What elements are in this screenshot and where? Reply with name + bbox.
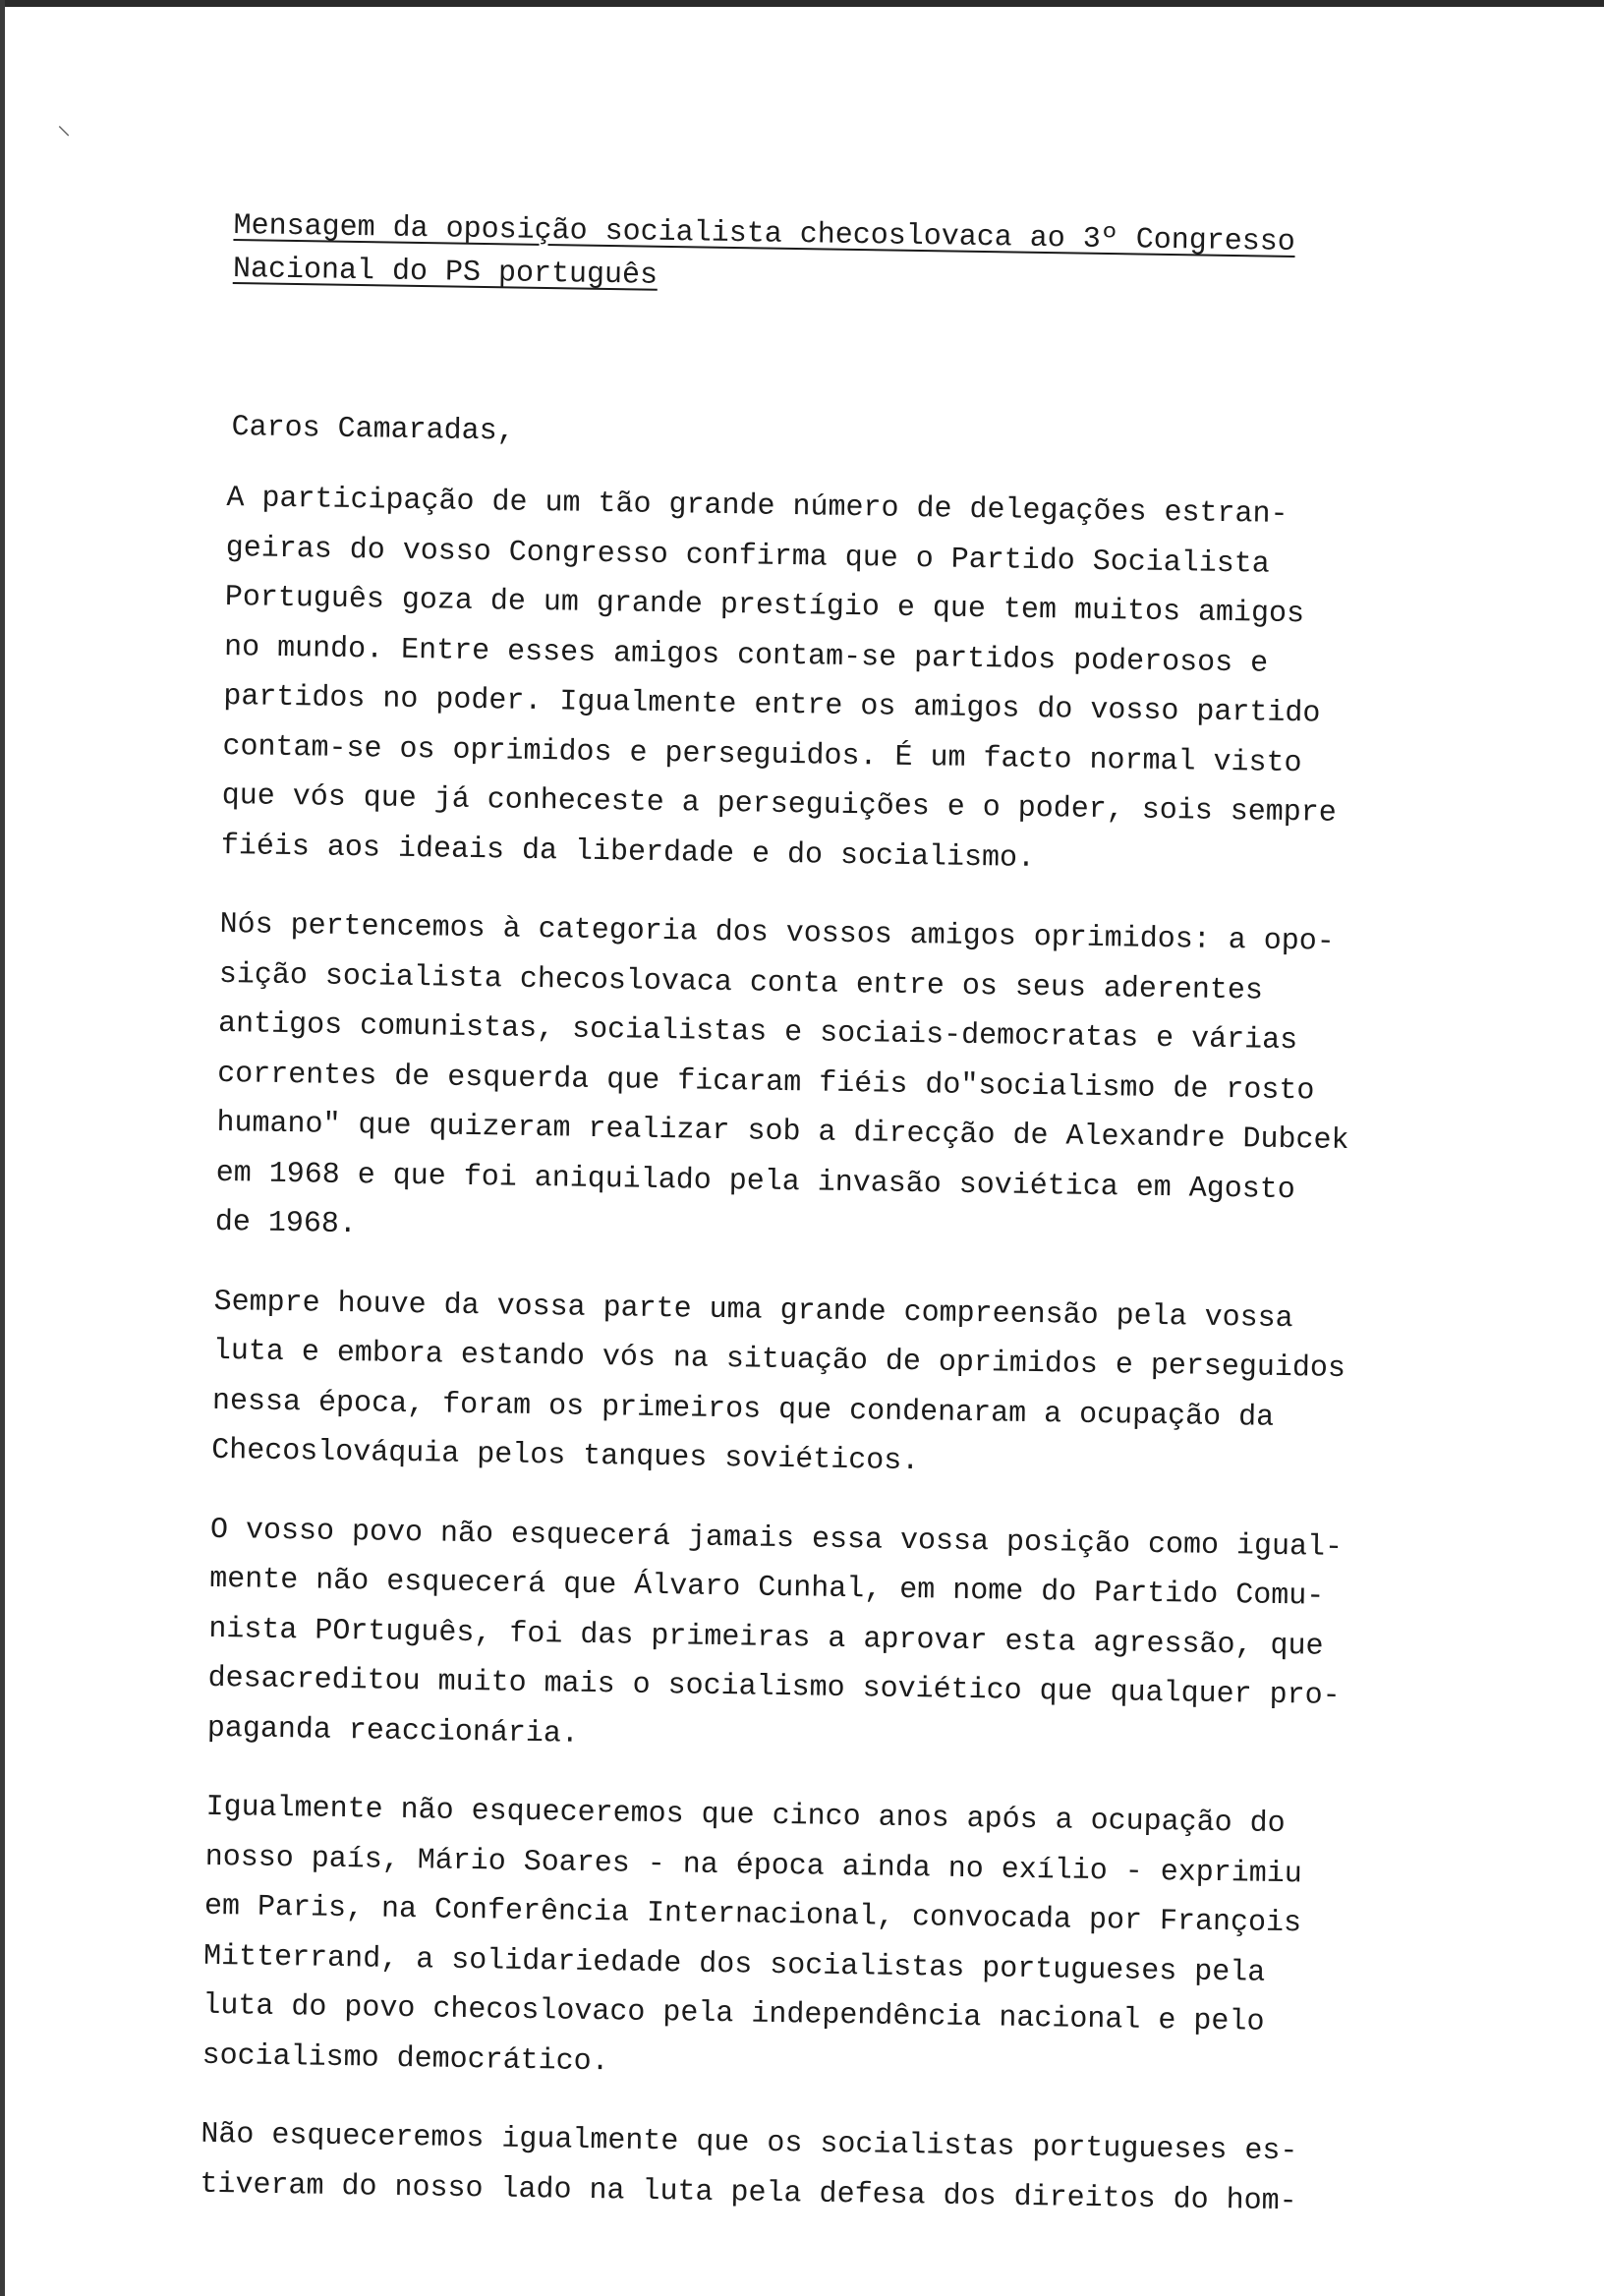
text-line: em Paris, na Conferência Internacional, convocada por François (203, 1889, 1302, 1941)
paragraph (221, 474, 1485, 890)
text-line: Igualmente não esqueceremos que cinco anos após a ocupação do (205, 1790, 1286, 1842)
text-line: Checoslováquia pelos tanques soviéticos. (210, 1433, 920, 1479)
text-line: nista POrtuguês, foi das primeiras a aprovar esta agressão, que (208, 1612, 1324, 1664)
title-line: Mensagem da oposição socialista checoslovaca ao 3º Congresso (233, 208, 1295, 259)
scan-speck: ⸌ (57, 124, 72, 154)
text-line: nessa época, foram os primeiros que condenaram a ocupação da (211, 1384, 1275, 1435)
text-line: de 1968. (214, 1205, 358, 1242)
text-line: A participação de um tão grande número de delegações estran- (226, 481, 1289, 532)
text-line: Mitterrand, a solidariedade dos socialistas portugueses pela (202, 1939, 1266, 1990)
paragraph (201, 1783, 1464, 2100)
paragraph (211, 1277, 1472, 1495)
text-line: no mundo. Entre esses amigos contam-se partidos poderosos e (223, 630, 1269, 681)
text-line: contam-se os oprimidos e perseguidos. É um facto normal visto (222, 729, 1302, 780)
text-line: sição socialista checoslovaca conta entre os seus aderentes (218, 957, 1264, 1008)
salutation: Caros Camaradas, (231, 411, 515, 449)
text-line: que vós que já conheceste a perseguições e o poder, sois sempre (221, 778, 1338, 831)
page-left-edge (0, 0, 5, 2296)
letter-body (200, 403, 1486, 2259)
text-line: antigos comunistas, socialistas e sociais-democratas e várias (217, 1006, 1298, 1059)
text-line: paganda reaccionária. (206, 1711, 580, 1751)
text-line: fiéis aos ideais da liberdade e do socialismo. (220, 829, 1036, 876)
text-line: socialismo democrático. (201, 2038, 609, 2079)
text-line: Sempre houve da vossa parte uma grande compreensão pela vossa (213, 1285, 1293, 1336)
text-line: desacreditou muito mais o socialismo soviético que qualquer pro- (207, 1661, 1341, 1713)
text-line: geiras do vosso Congresso confirma que o Partido Socialista (225, 531, 1271, 582)
text-line: luta e embora estando vós na situação de oprimidos e perseguidos (212, 1334, 1346, 1386)
text-line: O vosso povo não esquecerá jamais essa vossa posição como igual- (209, 1513, 1344, 1565)
text-line: em 1968 e que foi aniquilado pela invasão soviética em Agosto (215, 1156, 1296, 1207)
text-line: Não esqueceremos igualmente que os socialistas portugueses es- (200, 2117, 1298, 2169)
text-line: mente não esquecerá que Álvaro Cunhal, em nome do Partido Comu- (208, 1562, 1325, 1614)
text-line: Nós pertencemos à categoria dos vossos amigos oprimidos: a opo- (219, 907, 1335, 959)
paragraph (200, 2110, 1459, 2229)
title-line: Nacional do PS português (232, 252, 659, 293)
text-line: nosso país, Mário Soares - na época ainda no exílio - exprimiu (204, 1840, 1303, 1891)
paragraph (214, 900, 1477, 1268)
text-line: luta do povo checoslovaco pela independência nacional e pelo (202, 1988, 1265, 2039)
document-title (233, 204, 1453, 310)
page-top-edge (0, 0, 1604, 7)
text-line: humano" que quizeram realizar sob a direcção de Alexandre Dubcek (216, 1106, 1349, 1159)
text-line: correntes de esquerda que ficaram fiéis do"socialismo de rosto (217, 1057, 1315, 1108)
text-line: Português goza de um grande prestígio e que tem muitos amigos (224, 580, 1305, 632)
text-line: partidos no poder. Igualmente entre os amigos do vosso partido (223, 679, 1321, 731)
text-line: tiveram do nosso lado na luta pela defesa dos direitos do hom- (200, 2167, 1297, 2218)
paragraph (206, 1505, 1468, 1773)
